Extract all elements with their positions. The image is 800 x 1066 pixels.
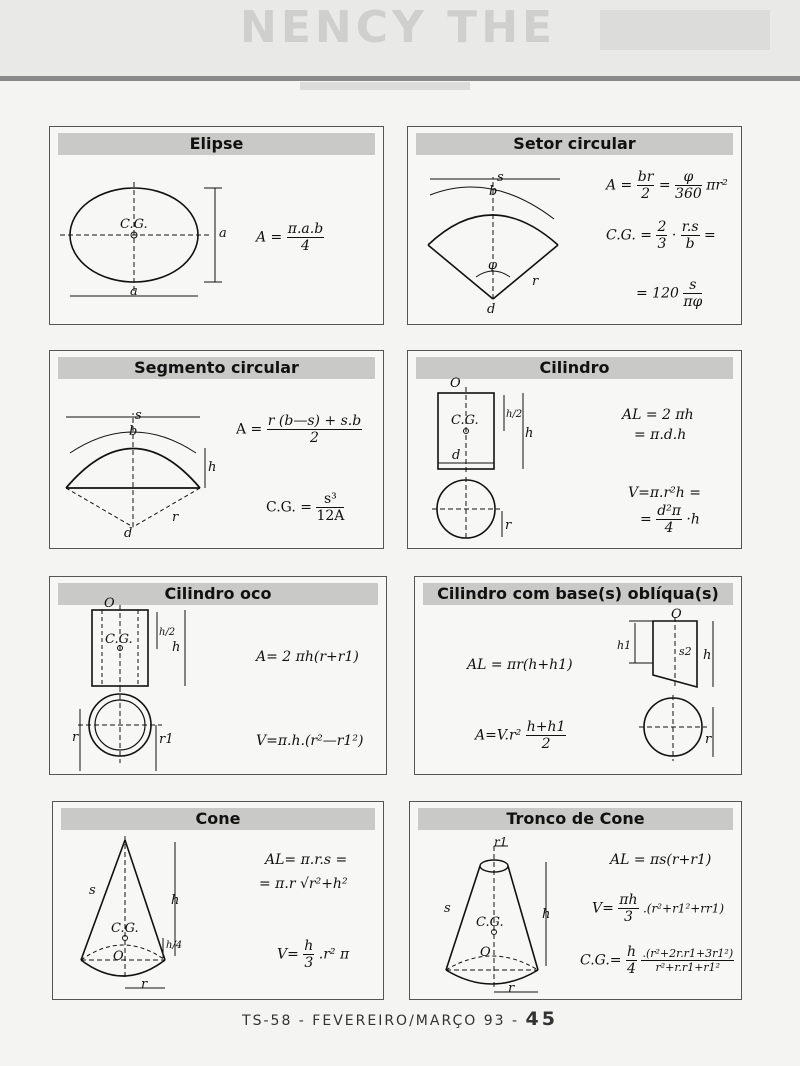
r-label: r [141,977,148,992]
volume-formula [475,719,566,752]
h-label: h [172,640,181,655]
h4-label: h/4 [166,940,183,951]
volume-formula: V=π.h.(r²—r1²) [256,733,364,749]
formula-lhs: C.G.= [580,952,622,969]
h-label: h [542,907,551,922]
frac-den: 3 [623,909,633,925]
frac-den: πφ [683,294,703,310]
frac-2 [675,169,702,202]
h2-label: h/2 [506,409,523,420]
frac-1 [656,219,667,252]
frac [526,719,567,752]
r-label: r [705,732,712,747]
b-label: b [129,424,138,439]
lateral-area-formula: AL= π.r.s = [265,852,348,868]
panel-segmento [49,350,384,549]
frac-num: s³ [316,491,344,508]
cg-formula [266,491,344,524]
frac-num: h [626,944,637,960]
frac-num: .(r²+2r.r1+3r1²) [642,947,734,960]
axis-a-label: a [130,284,138,299]
d-label: d [124,526,133,541]
formula-lhs: A=V.r² [475,727,522,744]
panel-title: Cilindro [416,357,733,379]
panel-obliqua [414,576,742,775]
panel-title: Tronco de Cone [418,808,733,830]
h1-label: h1 [617,639,632,652]
formula-lhs: C.G. = [606,227,652,244]
o-label: O [104,596,115,611]
cg-label: C.G. [111,921,139,936]
frac-den: b [685,236,695,252]
lateral-area-formula: AL = πr(h+h1) [467,657,573,673]
frac-num: r.s [681,219,699,235]
volume-formula [277,938,349,971]
frac-den: 2 [310,430,319,446]
frac-den: 12A [316,508,345,524]
ellipse-figure [50,127,383,324]
area-formula: A= 2 πh(r+r1) [256,649,359,665]
formula-tail: .r² π [318,946,350,963]
cg-label: C.G. [120,217,148,232]
o-label: O [113,949,124,964]
s-label: s [135,408,142,423]
frac-den: 4 [664,520,674,536]
formula-lhs: A = [236,421,263,438]
formula-tail: πr² [706,177,728,194]
r-label: r [505,518,512,533]
panel-title: Cone [61,808,375,830]
o-label: O [671,607,682,622]
frac-den: 2 [641,186,651,202]
frac-1 [637,169,655,202]
header-subband [300,82,470,90]
lateral-area-formula: AL = πs(r+r1) [610,852,712,868]
panel-title: Elipse [58,133,375,155]
h-label: h [525,426,534,441]
formula-lhs: V= [592,900,614,917]
page-footer [0,1008,800,1030]
cg-formula-2 [636,277,702,310]
formula-lhs: = 120 [636,285,679,302]
frac-num: d²π [657,503,681,519]
b-label: b [489,184,498,199]
frac-1 [626,944,637,977]
o-label: O [480,945,491,960]
d-label: d [452,448,461,463]
panel-tronco [409,801,742,1000]
panel-cilindro [407,350,742,549]
panel-title: Cilindro com base(s) oblíqua(s) [423,583,733,605]
frac [618,892,638,925]
r-label: r [532,274,539,289]
formula-tail: .(r²+r1²+rr1) [642,901,725,916]
formula-lhs: = [640,511,652,528]
cg-formula [580,944,734,977]
frac-num: π.a.b [287,221,324,237]
h-label: h [208,460,217,475]
formula-lhs: C.G. = [266,499,312,516]
area-formula [606,169,728,202]
header-ghost-text: NENCY THE [240,2,557,53]
frac-num: br [637,169,654,185]
lateral-area-formula-2: = π.d.h [634,427,687,443]
header-rule [0,76,800,81]
formula-dot: · [671,227,677,244]
frac-den: 360 [675,186,702,202]
frac-num: φ [675,169,702,186]
r-label: r [508,981,515,996]
r-label: r [172,510,179,525]
frac-den: 4 [301,238,310,254]
frac-num: s [683,277,702,294]
frac-den: r²+r.r1+r1² [655,961,721,974]
formula-lhs: V= [277,946,299,963]
o-label: O [450,376,461,391]
frac [656,503,682,536]
frac-num: 2 [657,219,667,235]
header-ghost-block [600,10,770,50]
formula-eq: = [658,177,671,194]
axis-b-label: a [219,226,227,241]
frac-den: 3 [657,236,667,252]
h2-label: h/2 [159,627,176,638]
oblique-cylinder-figure [415,577,741,774]
area-formula [256,221,324,254]
lateral-area-formula: AL = 2 πh [622,407,694,423]
h-label: h [171,893,180,908]
formula-frac [287,221,324,254]
phi-label: φ [488,258,498,273]
frac-den: 4 [627,961,636,977]
frac [683,277,702,310]
s-label: s [497,170,504,185]
frac-den: 2 [541,736,551,752]
frac-num: h [304,938,314,954]
formula-lhs: A = [606,177,633,194]
frac-2 [641,947,734,974]
frac [316,491,344,524]
panel-title: Setor circular [416,133,733,155]
volume-formula-2 [640,503,700,536]
lateral-area-formula-2: = π.r √r²+h² [259,876,348,892]
r1-label: r1 [159,732,174,747]
frac-2 [681,219,700,252]
frac-num: r (b—s) + s.b [267,413,362,429]
frac-num: h+h1 [526,719,566,735]
panel-cilindro-oco [49,576,387,775]
frac-num: πh [619,892,638,908]
panel-title: Cilindro oco [58,583,378,605]
area-formula [236,413,362,446]
cg-formula [606,219,716,252]
frac [303,938,314,971]
r1-label: r1 [494,835,508,849]
cg-label: C.G. [476,915,504,930]
page-number: 45 [525,1008,558,1030]
header-band [0,0,800,78]
cg-label: C.G. [451,413,479,428]
formula-tail: = [703,227,716,244]
s-label: s [444,901,451,916]
volume-formula: V=π.r²h = [628,485,701,501]
footer-text: TS-58 - FEVEREIRO/MARÇO 93 - [242,1013,520,1029]
frac [267,413,362,446]
s-label: s [89,883,96,898]
frac-den: 3 [304,955,314,971]
panel-cone [52,801,384,1000]
panel-setor [407,126,742,325]
s2-label: s2 [679,645,692,658]
panel-title: Segmento circular [58,357,375,379]
formula-tail: ·h [686,511,700,528]
r-label: r [72,730,79,745]
volume-formula [592,892,724,925]
panel-elipse [49,126,384,325]
d-label: d [487,302,496,317]
h-label: h [703,648,712,663]
cg-label: C.G. [105,632,133,647]
formula-lhs: A = [256,229,283,246]
